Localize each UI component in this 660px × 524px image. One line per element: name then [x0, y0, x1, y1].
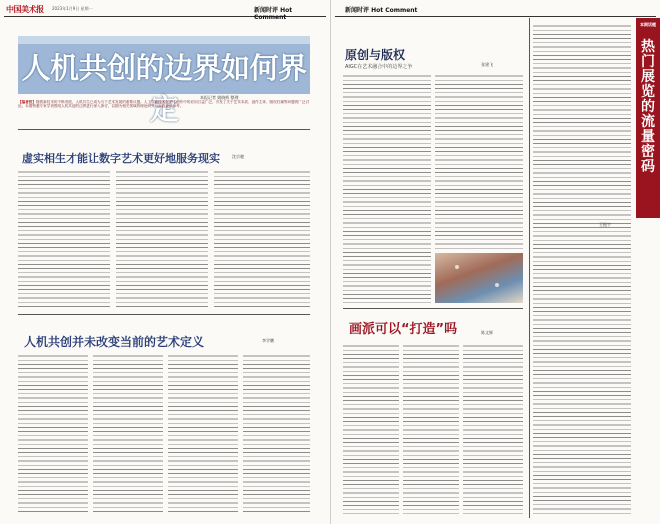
section-label: 新闻时评 Hot Comment: [254, 7, 293, 21]
editor-note: [18, 100, 310, 126]
article3-column-2: [435, 74, 523, 250]
article4-column-2: [403, 344, 459, 514]
lead-label: 【编者按】: [18, 100, 36, 104]
divider: [343, 308, 523, 309]
side-topic-headline: 热门展览的流量密码: [641, 39, 655, 175]
page-header: [335, 3, 656, 17]
article2-author: 李学鹏: [262, 338, 274, 343]
side-topic-column: [636, 18, 660, 218]
side-author: 王振宇: [599, 222, 611, 227]
article4-author: 陈文辉: [481, 330, 493, 335]
divider: [18, 314, 310, 315]
headline-byline: 本报记者 姚晓辉 整理: [200, 95, 239, 100]
side-article-body: [533, 24, 631, 514]
page-header: [4, 3, 326, 21]
divider: [18, 129, 310, 130]
article2-column-4: [243, 354, 310, 514]
page-headline: 人机共创的边界如何界定: [21, 51, 307, 126]
lead-text: 随着新技术的不断发展，人机共生已成为当下艺术发展的重要议题。人工智能技术在艺术创作中的应用日益广泛，引发了关于艺术本质、创作主体、版权归属等问题的广泛讨论。本期特邀专家学者围绕人机共创的边界进行深入探讨，以期为相关领域的理论研究与实践提供参考。: [18, 100, 310, 109]
article2-column-1: [18, 354, 88, 514]
article4-column-3: [463, 344, 523, 514]
article3-title: 原创与版权: [345, 48, 406, 62]
masthead-logo: 中国美术报: [6, 4, 44, 14]
article1-column-3: [214, 170, 310, 310]
article4-column-1: [343, 344, 399, 514]
illustration-highlight: [495, 283, 499, 287]
illustration-highlight: [455, 265, 459, 269]
article4-title: 画派可以“打造”吗: [349, 322, 458, 337]
article1-column-2: [116, 170, 208, 310]
issue-date: 2023年1月9日 星期一: [52, 6, 93, 11]
article1-author: 沈宗骢: [232, 154, 244, 159]
article2-title: 人机共创并未改变当前的艺术定义: [24, 335, 205, 349]
right-newspaper-page: [331, 0, 660, 524]
article2-column-2: [93, 354, 163, 514]
article1-column-1: [18, 170, 110, 310]
column-separator: [529, 18, 530, 518]
article3-column-1: [343, 74, 431, 304]
article3-author: 张建飞: [481, 62, 493, 67]
article2-column-3: [168, 354, 238, 514]
banner-stripe: [18, 36, 310, 44]
article3-subtitle: AIGC在艺术融合中的边界之争: [345, 64, 413, 70]
section-label: 新闻时评 Hot Comment: [345, 7, 418, 14]
side-topic-tag: 本期话题: [640, 22, 656, 27]
article3-illustration: [435, 253, 523, 303]
article1-title: 虚实相生才能让数字艺术更好地服务现实: [22, 152, 220, 165]
